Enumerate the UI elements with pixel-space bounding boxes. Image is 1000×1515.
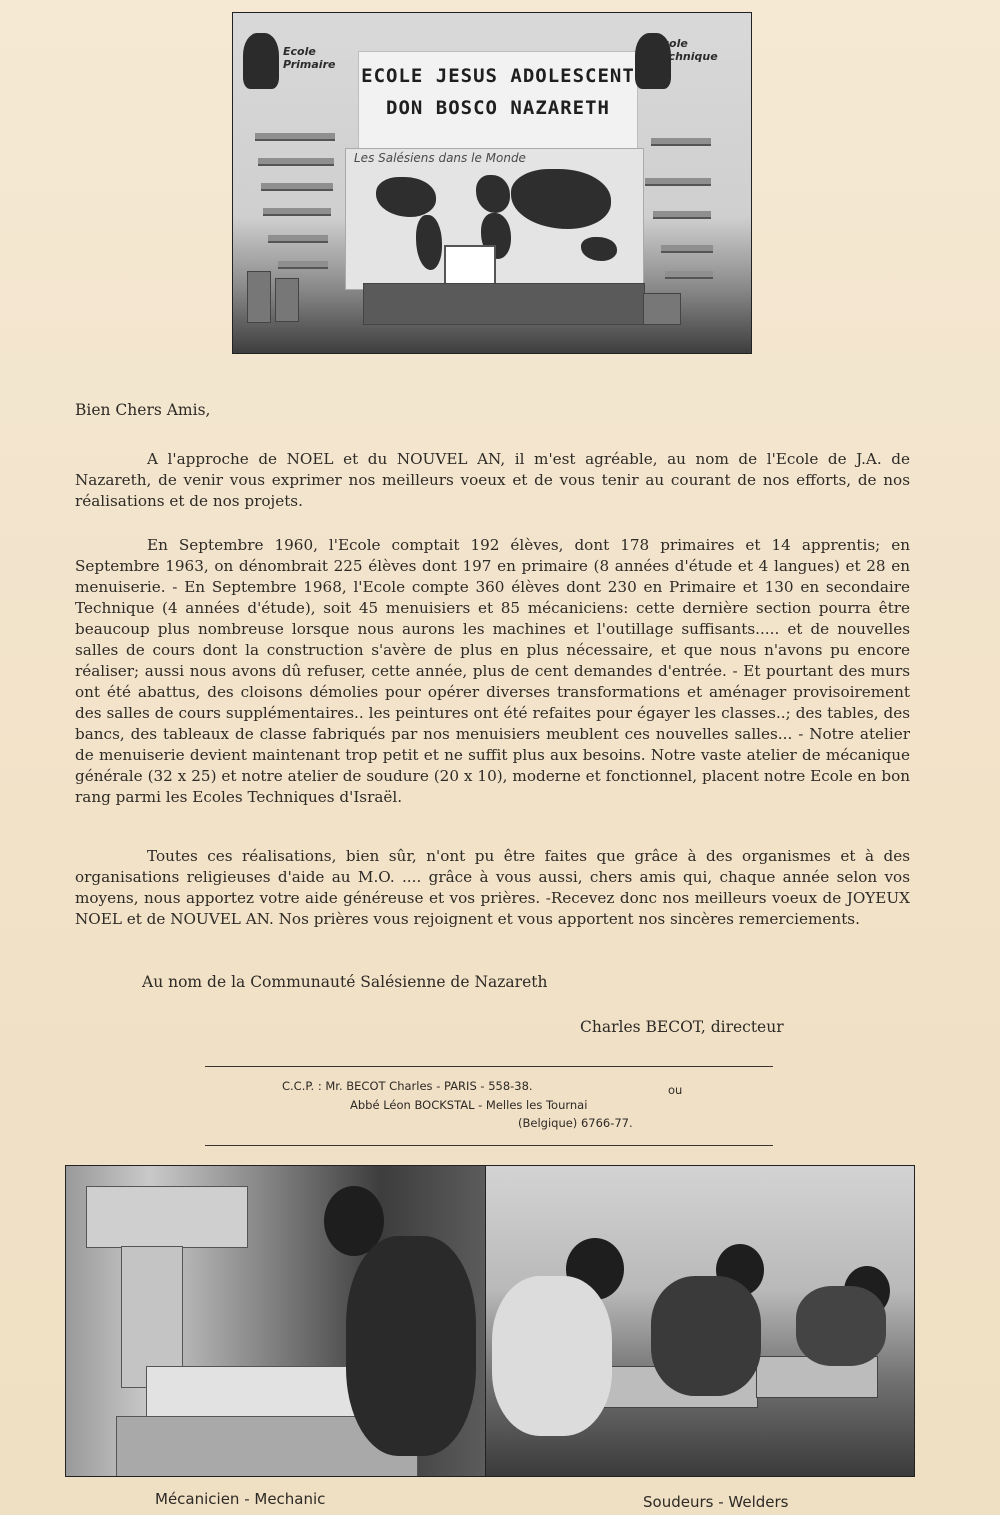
paragraph-text: A l'approche de NOEL et du NOUVEL AN, il m'est agréable, au nom de l'Ecole de J.A. de Nazareth, de venir vous exprimer nos meilleurs voeux et de vous tenir au courant de nos efforts, de nos réalisations et de nos projets. [75, 450, 910, 510]
caption-welders: Soudeurs - Welders [643, 1493, 789, 1511]
worker-body [346, 1236, 476, 1456]
shelf [661, 245, 713, 253]
shelf [665, 271, 713, 279]
map-landmass [511, 169, 611, 229]
model [643, 293, 681, 325]
greeting: Bien Chers Amis, [75, 401, 211, 419]
letter-paragraph-1 [75, 449, 910, 512]
map-landmass [416, 215, 442, 270]
ccp-line-1: C.C.P. : Mr. BECOT Charles - PARIS - 558-38. [282, 1079, 533, 1093]
letter-paragraph-2 [75, 535, 910, 808]
map-landmass [581, 237, 617, 261]
welder-body [492, 1276, 612, 1436]
shelf [268, 235, 328, 243]
primary-school-logo-icon [243, 33, 279, 89]
closing-line: Au nom de la Communauté Salésienne de Nazareth [142, 973, 548, 991]
model [275, 278, 299, 322]
shelf [255, 133, 335, 141]
welder-body [651, 1276, 761, 1396]
shelf [651, 138, 711, 146]
board-title-line2: DON BOSCO NAZARETH [386, 97, 610, 119]
map-caption: Les Salésiens dans le Monde [354, 151, 526, 165]
ccp-line-3: (Belgique) 6766-77. [518, 1116, 633, 1130]
machine-table [146, 1366, 378, 1423]
technical-school-panel [635, 33, 735, 143]
divider-top [205, 1066, 773, 1067]
shelf [278, 261, 328, 269]
world-map [345, 148, 644, 290]
signature: Charles BECOT, directeur [580, 1018, 784, 1036]
letter-paragraph-3 [75, 846, 910, 930]
technical-school-label: Ecole Technique [655, 37, 718, 63]
divider-bottom [205, 1145, 773, 1146]
caption-mechanic: Mécanicien - Mechanic [155, 1490, 326, 1508]
mechanic-photo [65, 1165, 487, 1477]
shelf [645, 178, 711, 186]
map-inset [444, 245, 496, 285]
shelf [261, 183, 333, 191]
paragraph-text: En Septembre 1960, l'Ecole comptait 192 élèves, dont 178 primaires et 14 apprentis; en Septembre 1963, on dénombrait 225 élèves dont 197 en primaire (8 années d'étude et 4 langues) et 28 en menuiserie. - En Septembre 1968, l'Ecole compte 360 élèves dont 230 en Primaire et 130 en secondaire Technique (4 années d'étude), soit 45 menuisiers et 85 mécaniciens: cette dernière section pourra être beaucoup plus nombreuse lorsque nous aurons les machines et l'outillage suffisants..... et de nouvelles salles de cours dont la construction s'avère de plus en plus nécessaire, et que nous n'avons pu encore réaliser; aussi nous avons dû refuser, cette année, plus de cent demandes d'entrée. - Et pourtant des murs ont été abattus, des cloisons démolies pour opérer diverses transformations et aménager provisoirement des salles de cours supplémentaires.. les peintures ont été refaites pour égayer les classes..; des tables, des bancs, des tableaux de classe fabriqués par nos menuisiers meublent ces nouvelles salles... - Notre atelier de menuiserie devient maintenant trop petit et ne suffit plus aux besoins. Notre vaste atelier de mécanique générale (32 x 25) et notre atelier de soudure (20 x 10), moderne et fonctionnel, placent notre Ecole en bon rang parmi les Ecoles Techniques d'Israël. [75, 536, 910, 806]
primary-school-panel [243, 33, 343, 143]
primary-school-label: Ecole Primaire [283, 45, 336, 71]
paragraph-text: Toutes ces réalisations, bien sûr, n'ont pu être faites que grâce à des organismes et à des organisations religieuses d'aide au M.O. .... grâce à vous aussi, chers amis qui, chaque année selon vos moyens, nous apportez votre aide généreuse et vos prières. -Recevez donc nos meilleurs voeux de JOYEUX NOEL et de NOUVEL AN. Nos prières vous rejoignent et vous apportent nos sincères remerciements. [75, 847, 910, 928]
ccp-or: ou [668, 1083, 683, 1097]
shelf [263, 208, 331, 216]
model [247, 271, 271, 323]
board-title [359, 60, 637, 124]
map-landmass [476, 175, 510, 213]
welders-photo [485, 1165, 915, 1477]
ccp-line-2: Abbé Léon BOCKSTAL - Melles les Tournai [350, 1098, 588, 1112]
welder-body [796, 1286, 886, 1366]
exhibition-photo [232, 12, 752, 354]
shelf [258, 158, 334, 166]
model-display [363, 283, 645, 325]
map-landmass [376, 177, 436, 217]
board-title-line1: ECOLE JESUS ADOLESCENT [361, 65, 635, 87]
shelf [653, 211, 711, 219]
machine-head [86, 1186, 248, 1248]
